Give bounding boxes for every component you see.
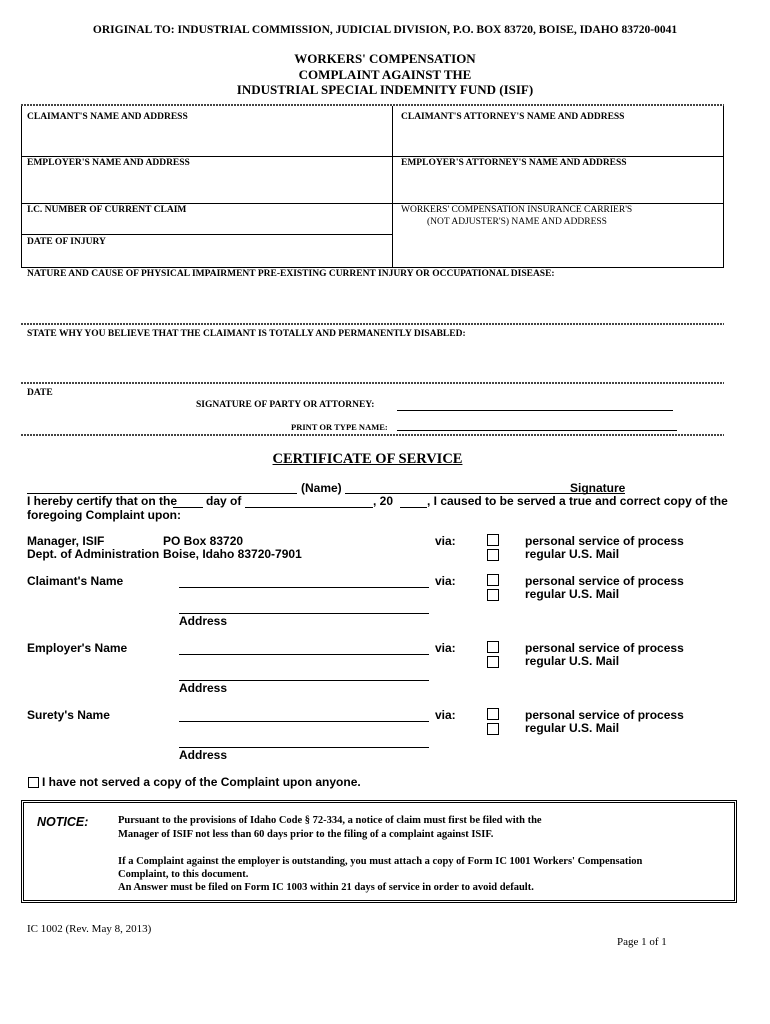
form-id: IC 1002 (Rev. May 8, 2013) [27, 923, 152, 935]
notice-paragraph-2-line-1: If a Complaint against the employer is outstanding, you must attach a copy of Form IC 1001 Workers' Compensation [118, 856, 643, 867]
manager-mail-checkbox[interactable] [487, 549, 499, 561]
form-title-line-2: COMPLAINT AGAINST THE [298, 67, 472, 82]
form-right-border [723, 106, 724, 267]
manager-dept: Dept. of Administration [27, 547, 160, 561]
notice-paragraph-1-line-1: Pursuant to the provisions of Idaho Code § 72-334, a notice of claim must first be filed with the [118, 815, 542, 826]
notice-paragraph-1-line-2: Manager of ISIF not less than 60 days prior to the filing of a complaint against ISIF. [118, 829, 494, 840]
claimant-attorney-field[interactable]: CLAIMANT'S ATTORNEY'S NAME AND ADDRESS [401, 112, 625, 122]
nature-divider [21, 323, 724, 325]
carrier-label-line-2: (NOT ADJUSTER'S) NAME AND ADDRESS [427, 217, 607, 227]
surety-personal-label: personal service of process [525, 708, 684, 722]
row-divider-2 [21, 203, 724, 204]
manager-personal-label: personal service of process [525, 534, 684, 548]
manager-address-1: PO Box 83720 [163, 534, 244, 548]
form-title-line-3: INDUSTRIAL SPECIAL INDEMNITY FUND (ISIF) [236, 82, 534, 97]
employer-mail-label: regular U.S. Mail [525, 654, 620, 668]
year-prefix: , 20 [373, 494, 394, 508]
row-divider-1 [21, 156, 724, 157]
notice-paragraph-3: An Answer must be filed on Form IC 1003 within 21 days of service in order to avoid default. [118, 882, 534, 893]
carrier-label-line-1[interactable]: WORKERS' COMPENSATION INSURANCE CARRIER'S [401, 205, 633, 215]
manager-personal-checkbox[interactable] [487, 534, 499, 546]
not-served-label: I have not served a copy of the Complaint upon anyone. [42, 775, 361, 789]
row-divider-3 [21, 234, 392, 235]
cert-name-label: (Name) [301, 481, 342, 495]
claimant-personal-checkbox[interactable] [487, 574, 499, 586]
certify-text: I hereby certify that on the [27, 494, 178, 508]
ic-number-field[interactable]: I.C. NUMBER OF CURRENT CLAIM [27, 205, 187, 215]
claimant-personal-label: personal service of process [525, 574, 684, 588]
employer-address-label: Address [179, 681, 228, 695]
claimant-mail-label: regular U.S. Mail [525, 587, 620, 601]
employer-name-label: Employer's Name [27, 641, 128, 655]
row-divider-4 [21, 267, 724, 268]
month-blank[interactable] [245, 507, 373, 508]
form-left-border [21, 106, 22, 267]
surety-mail-checkbox[interactable] [487, 723, 499, 735]
signature-label: SIGNATURE OF PARTY OR ATTORNEY: [196, 400, 375, 410]
via-label: via: [435, 641, 456, 655]
page-number: Page 1 of 1 [617, 936, 667, 948]
nature-of-impairment-field[interactable]: NATURE AND CAUSE OF PHYSICAL IMPAIRMENT PRE-EXISTING CURRENT INJURY OR OCCUPATIONAL DISEASE: [27, 269, 555, 279]
via-label: via: [435, 534, 456, 548]
day-of-text: day of [206, 494, 242, 508]
claimant-name-field[interactable]: CLAIMANT'S NAME AND ADDRESS [27, 112, 188, 122]
not-served-checkbox[interactable] [28, 777, 39, 788]
employer-mail-checkbox[interactable] [487, 656, 499, 668]
served-text: , I caused to be served a true and correct copy of the [427, 494, 728, 508]
year-blank[interactable] [400, 507, 427, 508]
surety-address-label: Address [179, 748, 228, 762]
print-name-label: PRINT OR TYPE NAME: [291, 422, 388, 432]
print-name-line[interactable] [397, 430, 677, 431]
employer-personal-checkbox[interactable] [487, 641, 499, 653]
employer-attorney-field[interactable]: EMPLOYER'S ATTORNEY'S NAME AND ADDRESS [401, 158, 627, 168]
surety-name-label: Surety's Name [27, 708, 110, 722]
top-divider [21, 104, 724, 106]
why-disabled-divider [21, 382, 724, 384]
surety-mail-label: regular U.S. Mail [525, 721, 620, 735]
manager-mail-label: regular U.S. Mail [525, 547, 620, 561]
surety-name-line[interactable] [179, 721, 429, 722]
signature-line[interactable] [397, 410, 673, 411]
why-disabled-field[interactable]: STATE WHY YOU BELIEVE THAT THE CLAIMANT IS TOTALLY AND PERMANENTLY DISABLED: [27, 329, 466, 339]
foregoing-text: foregoing Complaint upon: [27, 508, 181, 522]
surety-personal-checkbox[interactable] [487, 708, 499, 720]
form-title-line-1: WORKERS' COMPENSATION [294, 51, 476, 66]
notice-label: NOTICE: [37, 815, 89, 829]
form-middle-divider [392, 106, 393, 267]
manager-address-2: Boise, Idaho 83720-7901 [163, 547, 302, 561]
date-of-injury-field[interactable]: DATE OF INJURY [27, 237, 106, 247]
employer-name-line[interactable] [179, 654, 429, 655]
cert-signature-label: Signature [570, 481, 626, 495]
via-label: via: [435, 574, 456, 588]
signature-divider [21, 434, 724, 436]
employer-name-field[interactable]: EMPLOYER'S NAME AND ADDRESS [27, 158, 190, 168]
certificate-title: CERTIFICATE OF SERVICE [272, 451, 463, 467]
claimant-mail-checkbox[interactable] [487, 589, 499, 601]
claimant-name-line[interactable] [179, 587, 429, 588]
via-label: via: [435, 708, 456, 722]
claimant-name-label: Claimant's Name [27, 574, 124, 588]
manager-isif: Manager, ISIF [27, 534, 105, 548]
claimant-address-label: Address [179, 614, 228, 628]
date-field[interactable]: DATE [27, 388, 53, 398]
original-to-line: ORIGINAL TO: INDUSTRIAL COMMISSION, JUDICIAL DIVISION, P.O. BOX 83720, BOISE, IDAHO 83720-0041 [92, 24, 678, 36]
employer-personal-label: personal service of process [525, 641, 684, 655]
notice-paragraph-2-line-2: Complaint, to this document. [118, 869, 249, 880]
